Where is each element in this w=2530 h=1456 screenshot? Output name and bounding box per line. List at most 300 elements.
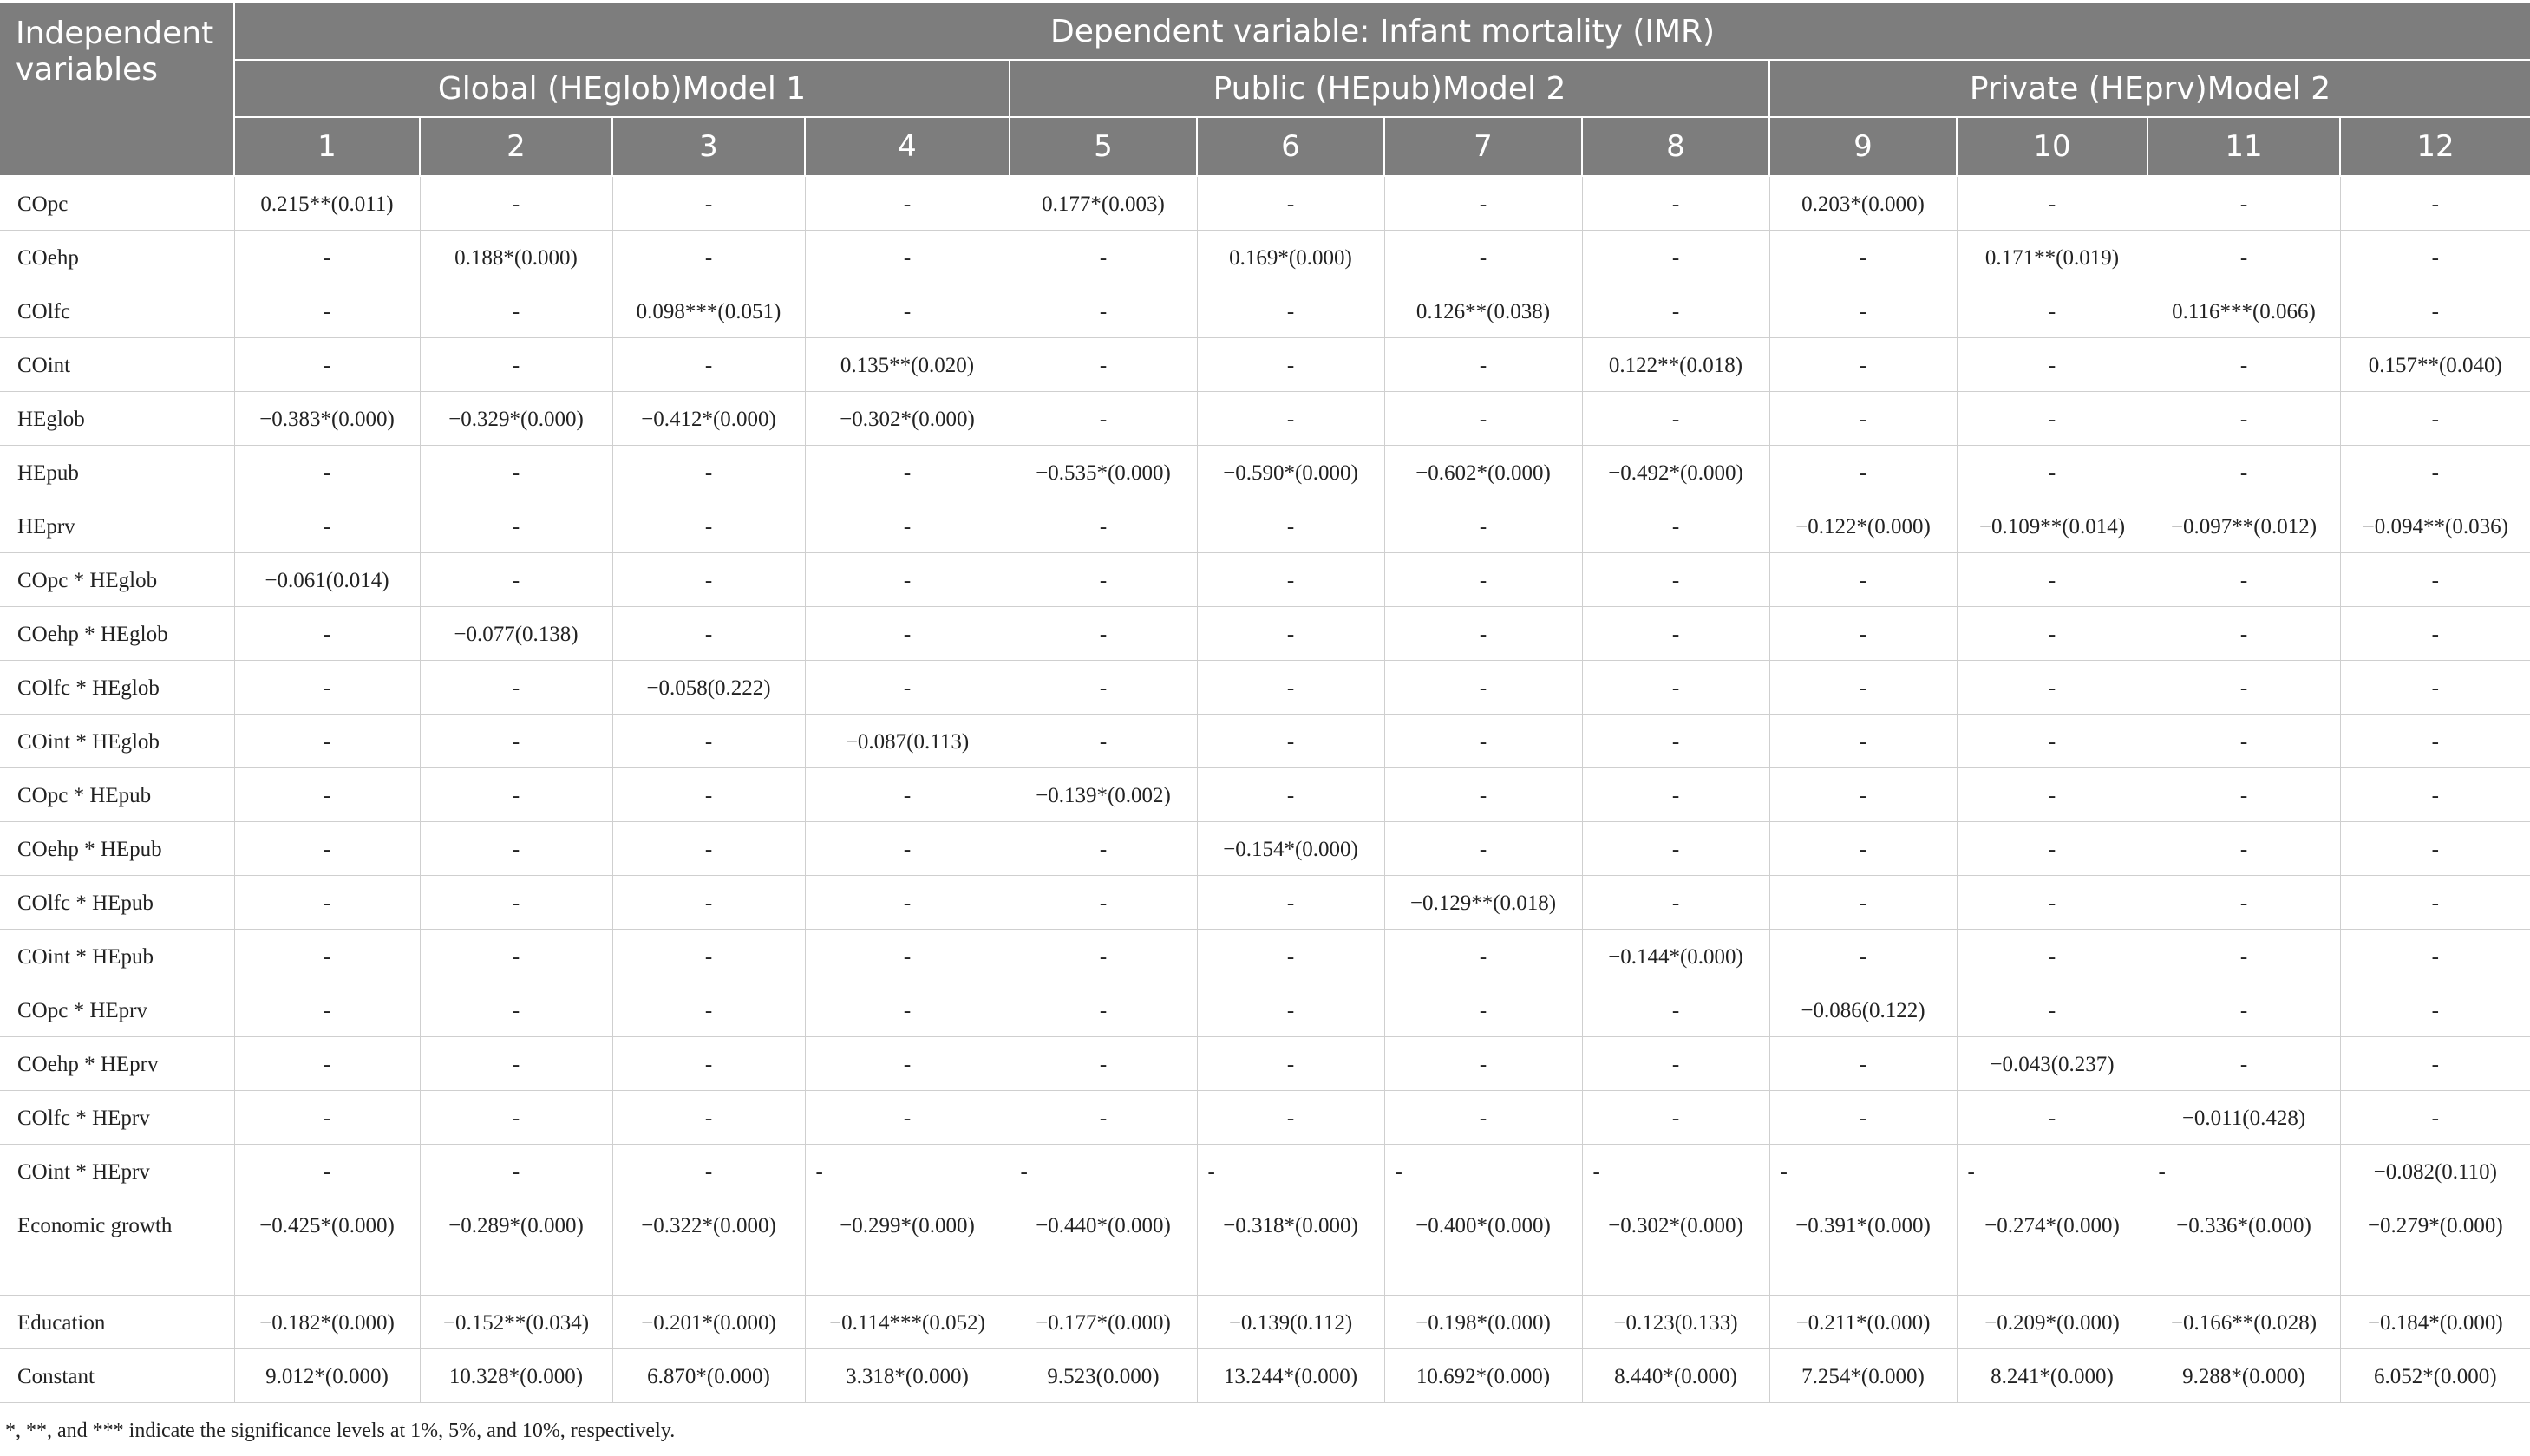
- table-cell: -: [1384, 929, 1582, 983]
- table-cell: -: [1197, 1144, 1384, 1198]
- row-label: HEglob: [0, 391, 234, 445]
- table-cell: -: [1582, 284, 1769, 337]
- column-header: 9: [1769, 117, 1957, 176]
- table-cell: -: [2148, 445, 2340, 499]
- table-cell: 9.012*(0.000): [234, 1348, 420, 1402]
- table-cell: -: [1010, 929, 1197, 983]
- table-cell: -: [612, 767, 805, 821]
- row-label: COpc * HEprv: [0, 983, 234, 1036]
- row-label: COpc * HEglob: [0, 552, 234, 606]
- table-cell: -: [2148, 714, 2340, 767]
- row-label: COehp: [0, 230, 234, 284]
- table-cell: 0.215**(0.011): [234, 176, 420, 230]
- table-cell: -: [1010, 875, 1197, 929]
- table-cell: 0.177*(0.003): [1010, 176, 1197, 230]
- table-cell: -: [420, 552, 612, 606]
- table-cell: 10.692*(0.000): [1384, 1348, 1582, 1402]
- table-cell: −0.144*(0.000): [1582, 929, 1769, 983]
- column-header: 5: [1010, 117, 1197, 176]
- table-cell: -: [2340, 552, 2530, 606]
- table-cell: −0.061(0.014): [234, 552, 420, 606]
- table-cell: −0.302*(0.000): [1582, 1198, 1769, 1295]
- table-cell: 13.244*(0.000): [1197, 1348, 1384, 1402]
- table-cell: -: [1582, 606, 1769, 660]
- table-cell: -: [1384, 337, 1582, 391]
- table-cell: -: [1957, 391, 2148, 445]
- row-label: COpc: [0, 176, 234, 230]
- table-cell: -: [612, 606, 805, 660]
- table-cell: -: [612, 929, 805, 983]
- table-cell: -: [420, 767, 612, 821]
- column-header: 1: [234, 117, 420, 176]
- table-cell: −0.383*(0.000): [234, 391, 420, 445]
- table-cell: -: [1957, 821, 2148, 875]
- table-cell: -: [612, 1090, 805, 1144]
- table-cell: -: [420, 1090, 612, 1144]
- table-cell: −0.299*(0.000): [805, 1198, 1010, 1295]
- row-label: COlfc * HEpub: [0, 875, 234, 929]
- table-cell: -: [1384, 499, 1582, 552]
- table-cell: 0.203*(0.000): [1769, 176, 1957, 230]
- table-cell: -: [2340, 660, 2530, 714]
- table-cell: 0.135**(0.020): [805, 337, 1010, 391]
- table-body: [0, 176, 2530, 1402]
- table-cell: -: [1010, 1090, 1197, 1144]
- table-cell: −0.602*(0.000): [1384, 445, 1582, 499]
- table-cell: −0.209*(0.000): [1957, 1295, 2148, 1348]
- column-header: 4: [805, 117, 1010, 176]
- table-cell: -: [2340, 1090, 2530, 1144]
- table-cell: -: [1957, 1090, 2148, 1144]
- table-cell: -: [1957, 929, 2148, 983]
- table-cell: -: [1769, 391, 1957, 445]
- column-header: 2: [420, 117, 612, 176]
- table-cell: -: [2148, 821, 2340, 875]
- table-cell: −0.289*(0.000): [420, 1198, 612, 1295]
- table-cell: -: [612, 983, 805, 1036]
- header-dependent-variable: Dependent variable: Infant mortality (IMR): [234, 3, 2530, 60]
- table-cell: -: [1197, 983, 1384, 1036]
- table-cell: -: [612, 337, 805, 391]
- table-cell: -: [2340, 445, 2530, 499]
- table-cell: -: [1384, 767, 1582, 821]
- table-cell: -: [612, 1144, 805, 1198]
- table-cell: -: [2148, 337, 2340, 391]
- table-cell: -: [420, 176, 612, 230]
- table-cell: -: [1010, 1036, 1197, 1090]
- row-label: COlfc: [0, 284, 234, 337]
- column-header: 8: [1582, 117, 1769, 176]
- table-cell: -: [1769, 821, 1957, 875]
- table-cell: 6.870*(0.000): [612, 1348, 805, 1402]
- table-cell: -: [234, 499, 420, 552]
- table-cell: -: [1957, 983, 2148, 1036]
- table-cell: 7.254*(0.000): [1769, 1348, 1957, 1402]
- table-cell: -: [1197, 1036, 1384, 1090]
- table-cell: 0.171**(0.019): [1957, 230, 2148, 284]
- table-cell: -: [234, 875, 420, 929]
- table-cell: -: [805, 767, 1010, 821]
- table-cell: -: [1010, 821, 1197, 875]
- table-cell: -: [1010, 606, 1197, 660]
- table-cell: -: [1957, 552, 2148, 606]
- table-cell: -: [1384, 606, 1582, 660]
- column-header: 10: [1957, 117, 2148, 176]
- table-row: [0, 1144, 2530, 1198]
- table-cell: -: [1010, 714, 1197, 767]
- table-cell: −0.590*(0.000): [1197, 445, 1384, 499]
- table-cell: 8.241*(0.000): [1957, 1348, 2148, 1402]
- table-cell: -: [2148, 176, 2340, 230]
- table-cell: −0.043(0.237): [1957, 1036, 2148, 1090]
- table-cell: -: [1957, 660, 2148, 714]
- table-row: [0, 821, 2530, 875]
- table-cell: -: [420, 445, 612, 499]
- table-cell: −0.329*(0.000): [420, 391, 612, 445]
- table-cell: -: [2148, 1144, 2340, 1198]
- table-row: [0, 552, 2530, 606]
- table-cell: -: [420, 284, 612, 337]
- table-cell: -: [805, 660, 1010, 714]
- header-group-private: Private (HEprv)Model 2: [1769, 60, 2530, 117]
- table-row: [0, 1198, 2530, 1295]
- row-label: COint * HEpub: [0, 929, 234, 983]
- table-cell: -: [234, 284, 420, 337]
- table-cell: -: [420, 875, 612, 929]
- table-cell: -: [1384, 983, 1582, 1036]
- table-cell: -: [1769, 767, 1957, 821]
- table-cell: -: [1384, 1090, 1582, 1144]
- table-cell: -: [1769, 445, 1957, 499]
- table-cell: -: [1769, 714, 1957, 767]
- table-cell: -: [1384, 176, 1582, 230]
- table-cell: -: [420, 1036, 612, 1090]
- table-cell: -: [420, 337, 612, 391]
- row-label: Constant: [0, 1348, 234, 1402]
- table-cell: -: [1582, 767, 1769, 821]
- table-cell: -: [612, 176, 805, 230]
- table-cell: -: [1384, 1144, 1582, 1198]
- table-cell: -: [1582, 821, 1769, 875]
- table-cell: -: [2340, 230, 2530, 284]
- row-label: COint * HEprv: [0, 1144, 234, 1198]
- column-header: 6: [1197, 117, 1384, 176]
- table-cell: 10.328*(0.000): [420, 1348, 612, 1402]
- table-row: [0, 983, 2530, 1036]
- table-cell: -: [2148, 875, 2340, 929]
- header-group-public: Public (HEpub)Model 2: [1010, 60, 1769, 117]
- table-cell: -: [1197, 552, 1384, 606]
- table-cell: -: [1582, 1090, 1769, 1144]
- table-cell: -: [234, 337, 420, 391]
- table-row: [0, 714, 2530, 767]
- row-label: COehp * HEprv: [0, 1036, 234, 1090]
- row-label: COlfc * HEprv: [0, 1090, 234, 1144]
- table-cell: -: [234, 445, 420, 499]
- table-row: [0, 767, 2530, 821]
- table-cell: -: [1197, 929, 1384, 983]
- table-cell: -: [1769, 552, 1957, 606]
- table-row: [0, 1090, 2530, 1144]
- table-cell: -: [420, 1144, 612, 1198]
- table-row: [0, 1036, 2530, 1090]
- table-cell: -: [2340, 767, 2530, 821]
- table-cell: -: [420, 714, 612, 767]
- table-cell: -: [1957, 337, 2148, 391]
- table-cell: −0.184*(0.000): [2340, 1295, 2530, 1348]
- table-cell: −0.322*(0.000): [612, 1198, 805, 1295]
- table-cell: -: [1957, 875, 2148, 929]
- column-header: 7: [1384, 117, 1582, 176]
- table-row: [0, 284, 2530, 337]
- table-cell: -: [1197, 660, 1384, 714]
- table-cell: -: [2148, 767, 2340, 821]
- table-cell: -: [420, 660, 612, 714]
- regression-table: [0, 3, 2530, 1403]
- table-cell: −0.492*(0.000): [1582, 445, 1769, 499]
- table-cell: -: [2340, 821, 2530, 875]
- row-label: COpc * HEpub: [0, 767, 234, 821]
- table-cell: -: [1769, 284, 1957, 337]
- table-cell: -: [2340, 284, 2530, 337]
- row-label: Education: [0, 1295, 234, 1348]
- table-cell: −0.535*(0.000): [1010, 445, 1197, 499]
- table-cell: -: [234, 929, 420, 983]
- table-cell: −0.274*(0.000): [1957, 1198, 2148, 1295]
- table-cell: -: [1197, 714, 1384, 767]
- table-cell: -: [612, 499, 805, 552]
- table-cell: -: [420, 499, 612, 552]
- table-cell: −0.011(0.428): [2148, 1090, 2340, 1144]
- table-row: [0, 606, 2530, 660]
- table-cell: −0.087(0.113): [805, 714, 1010, 767]
- table-cell: -: [1197, 337, 1384, 391]
- table-cell: 3.318*(0.000): [805, 1348, 1010, 1402]
- table-row: [0, 499, 2530, 552]
- table-cell: 9.288*(0.000): [2148, 1348, 2340, 1402]
- table-row: [0, 1295, 2530, 1348]
- table-cell: 0.122**(0.018): [1582, 337, 1769, 391]
- table-cell: −0.279*(0.000): [2340, 1198, 2530, 1295]
- table-cell: -: [234, 821, 420, 875]
- table-cell: -: [234, 1036, 420, 1090]
- table-cell: -: [1010, 230, 1197, 284]
- table-cell: -: [612, 875, 805, 929]
- column-header: 3: [612, 117, 805, 176]
- table-cell: -: [1384, 1036, 1582, 1090]
- table-cell: -: [1384, 714, 1582, 767]
- table-cell: -: [2148, 929, 2340, 983]
- table-cell: -: [1197, 176, 1384, 230]
- row-label: HEprv: [0, 499, 234, 552]
- table-cell: -: [612, 230, 805, 284]
- table-cell: -: [1957, 1144, 2148, 1198]
- table-cell: -: [2148, 552, 2340, 606]
- table-cell: -: [805, 552, 1010, 606]
- table-cell: -: [1582, 983, 1769, 1036]
- table-cell: -: [2148, 660, 2340, 714]
- table-cell: -: [234, 660, 420, 714]
- table-cell: -: [1010, 284, 1197, 337]
- table-cell: -: [234, 1144, 420, 1198]
- table-cell: −0.440*(0.000): [1010, 1198, 1197, 1295]
- table-cell: −0.425*(0.000): [234, 1198, 420, 1295]
- table-cell: -: [1957, 767, 2148, 821]
- table-cell: 0.098***(0.051): [612, 284, 805, 337]
- table-cell: −0.109**(0.014): [1957, 499, 2148, 552]
- table-cell: −0.201*(0.000): [612, 1295, 805, 1348]
- table-cell: -: [234, 714, 420, 767]
- table-cell: -: [1769, 606, 1957, 660]
- table-cell: -: [805, 284, 1010, 337]
- table-cell: -: [234, 606, 420, 660]
- table-row: [0, 391, 2530, 445]
- row-label: COlfc * HEglob: [0, 660, 234, 714]
- table-cell: −0.318*(0.000): [1197, 1198, 1384, 1295]
- table-cell: −0.177*(0.000): [1010, 1295, 1197, 1348]
- table-cell: -: [805, 1144, 1010, 1198]
- header-independent-variables: Independent variables: [0, 3, 234, 176]
- table-cell: -: [805, 1036, 1010, 1090]
- table-cell: -: [2340, 714, 2530, 767]
- table-cell: -: [1582, 1036, 1769, 1090]
- table-cell: -: [612, 552, 805, 606]
- table-cell: -: [805, 983, 1010, 1036]
- table-cell: −0.129**(0.018): [1384, 875, 1582, 929]
- table-cell: 0.169*(0.000): [1197, 230, 1384, 284]
- table-cell: -: [1197, 767, 1384, 821]
- table-cell: -: [805, 929, 1010, 983]
- table-cell: -: [1582, 1144, 1769, 1198]
- table-cell: -: [420, 821, 612, 875]
- header-group-global: Global (HEglob)Model 1: [234, 60, 1010, 117]
- table-cell: -: [805, 176, 1010, 230]
- column-header: 11: [2148, 117, 2340, 176]
- row-label: HEpub: [0, 445, 234, 499]
- table-cell: 8.440*(0.000): [1582, 1348, 1769, 1402]
- table-cell: −0.154*(0.000): [1197, 821, 1384, 875]
- table-cell: −0.082(0.110): [2340, 1144, 2530, 1198]
- table-cell: -: [2340, 875, 2530, 929]
- table-cell: -: [1769, 875, 1957, 929]
- table-cell: -: [1197, 875, 1384, 929]
- row-label: COint * HEglob: [0, 714, 234, 767]
- table-row: [0, 176, 2530, 230]
- table-row: [0, 445, 2530, 499]
- table-cell: -: [1010, 337, 1197, 391]
- row-label: COint: [0, 337, 234, 391]
- table-cell: 0.188*(0.000): [420, 230, 612, 284]
- table-cell: -: [805, 230, 1010, 284]
- table-cell: -: [1769, 1144, 1957, 1198]
- table-cell: -: [1582, 875, 1769, 929]
- table-cell: -: [1010, 983, 1197, 1036]
- table-cell: −0.336*(0.000): [2148, 1198, 2340, 1295]
- table-cell: −0.139*(0.002): [1010, 767, 1197, 821]
- table-cell: −0.391*(0.000): [1769, 1198, 1957, 1295]
- table-cell: -: [1769, 660, 1957, 714]
- table-row: [0, 929, 2530, 983]
- table-cell: -: [1010, 391, 1197, 445]
- table-cell: -: [1010, 552, 1197, 606]
- table-cell: 0.116***(0.066): [2148, 284, 2340, 337]
- table-cell: −0.182*(0.000): [234, 1295, 420, 1348]
- table-cell: -: [1197, 606, 1384, 660]
- table-cell: -: [612, 714, 805, 767]
- table-cell: 0.157**(0.040): [2340, 337, 2530, 391]
- table-cell: -: [420, 983, 612, 1036]
- table-cell: -: [2148, 230, 2340, 284]
- table-cell: -: [1384, 552, 1582, 606]
- table-cell: -: [1582, 230, 1769, 284]
- row-label: COehp * HEglob: [0, 606, 234, 660]
- table-cell: -: [2148, 391, 2340, 445]
- table-cell: -: [2148, 606, 2340, 660]
- table-row: [0, 337, 2530, 391]
- table-cell: -: [1010, 1144, 1197, 1198]
- table-cell: -: [1197, 391, 1384, 445]
- row-label: Economic growth: [0, 1198, 234, 1295]
- table-cell: −0.058(0.222): [612, 660, 805, 714]
- table-cell: -: [234, 1090, 420, 1144]
- table-cell: -: [234, 230, 420, 284]
- table-cell: -: [1582, 660, 1769, 714]
- table-cell: -: [2340, 606, 2530, 660]
- table-cell: -: [1769, 1036, 1957, 1090]
- table-row: [0, 1348, 2530, 1402]
- table-cell: -: [1957, 606, 2148, 660]
- table-cell: −0.114***(0.052): [805, 1295, 1010, 1348]
- table-cell: -: [1582, 391, 1769, 445]
- table-cell: −0.198*(0.000): [1384, 1295, 1582, 1348]
- table-cell: 0.126**(0.038): [1384, 284, 1582, 337]
- table-cell: -: [2340, 176, 2530, 230]
- table-cell: -: [1010, 660, 1197, 714]
- table-cell: -: [1769, 929, 1957, 983]
- table-cell: -: [1769, 337, 1957, 391]
- table-row: [0, 875, 2530, 929]
- table-cell: -: [805, 499, 1010, 552]
- table-cell: -: [1197, 499, 1384, 552]
- table-cell: -: [1384, 660, 1582, 714]
- table-cell: -: [1197, 1090, 1384, 1144]
- table-cell: −0.166**(0.028): [2148, 1295, 2340, 1348]
- table-cell: −0.302*(0.000): [805, 391, 1010, 445]
- table-cell: -: [1010, 499, 1197, 552]
- table-cell: −0.077(0.138): [420, 606, 612, 660]
- column-header: 12: [2340, 117, 2530, 176]
- table-cell: −0.152**(0.034): [420, 1295, 612, 1348]
- table-cell: -: [612, 821, 805, 875]
- table-cell: -: [805, 606, 1010, 660]
- table-cell: -: [2340, 391, 2530, 445]
- significance-footnote: *, **, and *** indicate the significance levels at 1%, 5%, and 10%, respectively.: [5, 1420, 676, 1442]
- table-cell: -: [2340, 929, 2530, 983]
- table-cell: -: [2340, 1036, 2530, 1090]
- table-cell: -: [612, 1036, 805, 1090]
- table-cell: -: [1957, 714, 2148, 767]
- table-cell: -: [1957, 445, 2148, 499]
- table-cell: −0.097**(0.012): [2148, 499, 2340, 552]
- table-cell: -: [234, 767, 420, 821]
- table-cell: -: [1582, 552, 1769, 606]
- results-table-container: [0, 3, 2530, 1403]
- table-cell: -: [1582, 714, 1769, 767]
- table-cell: −0.086(0.122): [1769, 983, 1957, 1036]
- table-cell: -: [1582, 176, 1769, 230]
- table-cell: -: [1769, 230, 1957, 284]
- table-row: [0, 660, 2530, 714]
